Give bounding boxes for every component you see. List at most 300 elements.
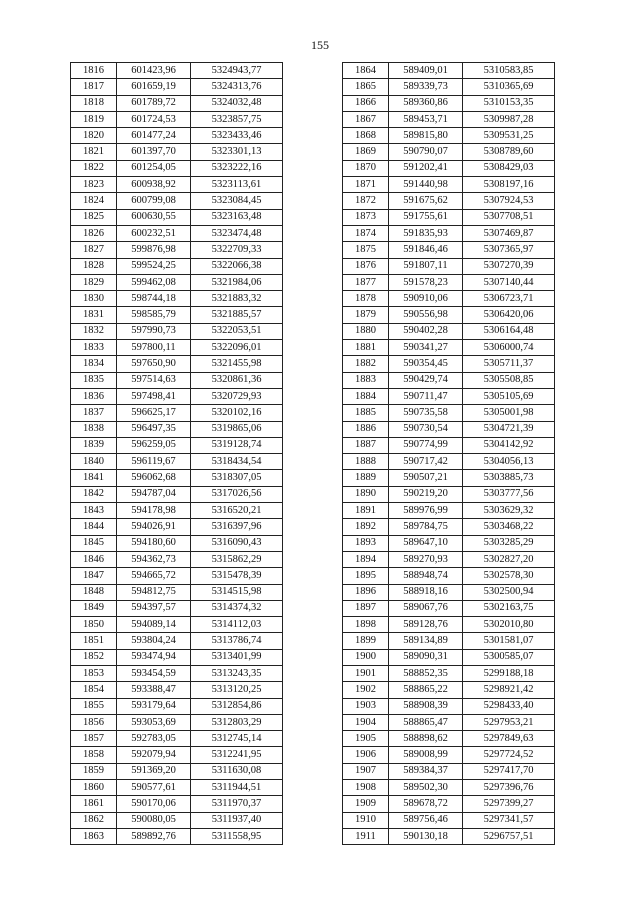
point-number-cell: 1889	[343, 470, 389, 486]
point-number-cell: 1898	[343, 617, 389, 633]
table-row	[71, 111, 283, 127]
point-number-cell: 1882	[343, 356, 389, 372]
point-number-cell: 1871	[343, 177, 389, 193]
point-number-cell: 1858	[71, 747, 117, 763]
table-row	[343, 796, 555, 812]
y-coordinate-cell: 5323433,46	[191, 128, 283, 144]
table-row	[71, 454, 283, 470]
point-number-cell: 1874	[343, 225, 389, 241]
point-number-cell: 1860	[71, 780, 117, 796]
x-coordinate-cell: 589756,46	[389, 812, 463, 828]
table-row	[343, 780, 555, 796]
table-row	[343, 307, 555, 323]
point-number-cell: 1897	[343, 600, 389, 616]
x-coordinate-cell: 601724,53	[117, 111, 191, 127]
point-number-cell: 1856	[71, 714, 117, 730]
y-coordinate-cell: 5297341,57	[463, 812, 555, 828]
x-coordinate-cell: 588908,39	[389, 698, 463, 714]
point-number-cell: 1869	[343, 144, 389, 160]
y-coordinate-cell: 5323301,13	[191, 144, 283, 160]
point-number-cell: 1852	[71, 649, 117, 665]
x-coordinate-cell: 590730,54	[389, 421, 463, 437]
table-row	[343, 63, 555, 79]
table-row	[343, 551, 555, 567]
point-number-cell: 1865	[343, 79, 389, 95]
y-coordinate-cell: 5302163,75	[463, 600, 555, 616]
y-coordinate-cell: 5316090,43	[191, 535, 283, 551]
x-coordinate-cell: 590429,74	[389, 372, 463, 388]
table-row	[71, 780, 283, 796]
table-row	[71, 682, 283, 698]
y-coordinate-cell: 5298433,40	[463, 698, 555, 714]
point-number-cell: 1861	[71, 796, 117, 812]
x-coordinate-cell: 590170,06	[117, 796, 191, 812]
table-row	[343, 144, 555, 160]
y-coordinate-cell: 5323857,75	[191, 111, 283, 127]
y-coordinate-cell: 5312241,95	[191, 747, 283, 763]
y-coordinate-cell: 5310365,69	[463, 79, 555, 95]
point-number-cell: 1899	[343, 633, 389, 649]
x-coordinate-cell: 600232,51	[117, 225, 191, 241]
x-coordinate-cell: 591202,41	[389, 160, 463, 176]
y-coordinate-cell: 5297849,63	[463, 731, 555, 747]
y-coordinate-cell: 5306723,71	[463, 291, 555, 307]
point-number-cell: 1896	[343, 584, 389, 600]
table-row	[71, 551, 283, 567]
point-number-cell: 1818	[71, 95, 117, 111]
point-number-cell: 1841	[71, 470, 117, 486]
table-row	[71, 731, 283, 747]
y-coordinate-cell: 5304056,13	[463, 454, 555, 470]
y-coordinate-cell: 5297724,52	[463, 747, 555, 763]
table-row	[71, 356, 283, 372]
point-number-cell: 1817	[71, 79, 117, 95]
y-coordinate-cell: 5310153,35	[463, 95, 555, 111]
x-coordinate-cell: 590790,07	[389, 144, 463, 160]
x-coordinate-cell: 590774,99	[389, 437, 463, 453]
y-coordinate-cell: 5321984,06	[191, 274, 283, 290]
table-row	[343, 828, 555, 844]
x-coordinate-cell: 591578,23	[389, 274, 463, 290]
x-coordinate-cell: 591835,93	[389, 225, 463, 241]
y-coordinate-cell: 5307708,51	[463, 209, 555, 225]
x-coordinate-cell: 589067,76	[389, 600, 463, 616]
y-coordinate-cell: 5303629,32	[463, 503, 555, 519]
point-number-cell: 1885	[343, 405, 389, 421]
x-coordinate-cell: 591369,20	[117, 763, 191, 779]
y-coordinate-cell: 5321455,98	[191, 356, 283, 372]
point-number-cell: 1816	[71, 63, 117, 79]
y-coordinate-cell: 5323222,16	[191, 160, 283, 176]
point-number-cell: 1900	[343, 649, 389, 665]
x-coordinate-cell: 590717,42	[389, 454, 463, 470]
y-coordinate-cell: 5306420,06	[463, 307, 555, 323]
x-coordinate-cell: 598585,79	[117, 307, 191, 323]
point-number-cell: 1891	[343, 503, 389, 519]
table-row	[343, 340, 555, 356]
table-row	[343, 665, 555, 681]
point-number-cell: 1851	[71, 633, 117, 649]
y-coordinate-cell: 5320102,16	[191, 405, 283, 421]
point-number-cell: 1908	[343, 780, 389, 796]
table-row	[71, 258, 283, 274]
table-row	[343, 209, 555, 225]
y-coordinate-cell: 5307140,44	[463, 274, 555, 290]
table-row	[343, 486, 555, 502]
y-coordinate-cell: 5307270,39	[463, 258, 555, 274]
table-row	[71, 388, 283, 404]
coordinates-table-left-body	[71, 63, 283, 845]
y-coordinate-cell: 5324943,77	[191, 63, 283, 79]
x-coordinate-cell: 597990,73	[117, 323, 191, 339]
x-coordinate-cell: 588948,74	[389, 568, 463, 584]
point-number-cell: 1895	[343, 568, 389, 584]
point-number-cell: 1911	[343, 828, 389, 844]
table-row	[71, 796, 283, 812]
x-coordinate-cell: 589134,89	[389, 633, 463, 649]
point-number-cell: 1904	[343, 714, 389, 730]
x-coordinate-cell: 596497,35	[117, 421, 191, 437]
y-coordinate-cell: 5317026,56	[191, 486, 283, 502]
y-coordinate-cell: 5314515,98	[191, 584, 283, 600]
y-coordinate-cell: 5297399,27	[463, 796, 555, 812]
x-coordinate-cell: 597514,63	[117, 372, 191, 388]
y-coordinate-cell: 5316397,96	[191, 519, 283, 535]
y-coordinate-cell: 5309531,25	[463, 128, 555, 144]
point-number-cell: 1839	[71, 437, 117, 453]
table-row	[71, 600, 283, 616]
point-number-cell: 1844	[71, 519, 117, 535]
table-row	[343, 649, 555, 665]
x-coordinate-cell: 590080,05	[117, 812, 191, 828]
point-number-cell: 1842	[71, 486, 117, 502]
y-coordinate-cell: 5308197,16	[463, 177, 555, 193]
y-coordinate-cell: 5303468,22	[463, 519, 555, 535]
y-coordinate-cell: 5312854,86	[191, 698, 283, 714]
table-row	[71, 340, 283, 356]
point-number-cell: 1878	[343, 291, 389, 307]
y-coordinate-cell: 5307365,97	[463, 242, 555, 258]
table-row	[343, 600, 555, 616]
table-row	[71, 698, 283, 714]
table-row	[71, 812, 283, 828]
point-number-cell: 1826	[71, 225, 117, 241]
y-coordinate-cell: 5308789,60	[463, 144, 555, 160]
table-row	[71, 437, 283, 453]
x-coordinate-cell: 593388,47	[117, 682, 191, 698]
point-number-cell: 1870	[343, 160, 389, 176]
x-coordinate-cell: 588865,22	[389, 682, 463, 698]
table-row	[343, 356, 555, 372]
x-coordinate-cell: 589647,10	[389, 535, 463, 551]
coordinates-table-left	[70, 62, 283, 845]
coordinates-table-right	[342, 62, 555, 845]
table-row	[71, 307, 283, 323]
y-coordinate-cell: 5309987,28	[463, 111, 555, 127]
x-coordinate-cell: 594665,72	[117, 568, 191, 584]
x-coordinate-cell: 597800,11	[117, 340, 191, 356]
table-row	[343, 714, 555, 730]
table-row	[71, 323, 283, 339]
x-coordinate-cell: 594397,57	[117, 600, 191, 616]
y-coordinate-cell: 5318434,54	[191, 454, 283, 470]
point-number-cell: 1855	[71, 698, 117, 714]
x-coordinate-cell: 594787,04	[117, 486, 191, 502]
x-coordinate-cell: 601397,70	[117, 144, 191, 160]
x-coordinate-cell: 589128,76	[389, 617, 463, 633]
table-row	[343, 160, 555, 176]
x-coordinate-cell: 589976,99	[389, 503, 463, 519]
table-row	[343, 388, 555, 404]
y-coordinate-cell: 5315478,39	[191, 568, 283, 584]
point-number-cell: 1877	[343, 274, 389, 290]
point-number-cell: 1823	[71, 177, 117, 193]
point-number-cell: 1905	[343, 731, 389, 747]
table-row	[71, 372, 283, 388]
x-coordinate-cell: 600630,55	[117, 209, 191, 225]
x-coordinate-cell: 590711,47	[389, 388, 463, 404]
y-coordinate-cell: 5299188,18	[463, 665, 555, 681]
table-row	[71, 160, 283, 176]
x-coordinate-cell: 594362,73	[117, 551, 191, 567]
y-coordinate-cell: 5313401,99	[191, 649, 283, 665]
point-number-cell: 1820	[71, 128, 117, 144]
table-row	[343, 763, 555, 779]
point-number-cell: 1873	[343, 209, 389, 225]
table-row	[343, 258, 555, 274]
table-row	[343, 323, 555, 339]
y-coordinate-cell: 5307469,87	[463, 225, 555, 241]
x-coordinate-cell: 599876,98	[117, 242, 191, 258]
y-coordinate-cell: 5307924,53	[463, 193, 555, 209]
x-coordinate-cell: 596625,17	[117, 405, 191, 421]
y-coordinate-cell: 5313786,74	[191, 633, 283, 649]
point-number-cell: 1837	[71, 405, 117, 421]
point-number-cell: 1819	[71, 111, 117, 127]
y-coordinate-cell: 5302827,20	[463, 551, 555, 567]
table-row	[71, 242, 283, 258]
x-coordinate-cell: 596119,67	[117, 454, 191, 470]
x-coordinate-cell: 590735,58	[389, 405, 463, 421]
point-number-cell: 1880	[343, 323, 389, 339]
point-number-cell: 1892	[343, 519, 389, 535]
y-coordinate-cell: 5322096,01	[191, 340, 283, 356]
y-coordinate-cell: 5323474,48	[191, 225, 283, 241]
y-coordinate-cell: 5303777,56	[463, 486, 555, 502]
y-coordinate-cell: 5312803,29	[191, 714, 283, 730]
table-row	[343, 111, 555, 127]
table-row	[343, 95, 555, 111]
point-number-cell: 1862	[71, 812, 117, 828]
x-coordinate-cell: 591807,11	[389, 258, 463, 274]
point-number-cell: 1850	[71, 617, 117, 633]
x-coordinate-cell: 589453,71	[389, 111, 463, 127]
y-coordinate-cell: 5302578,30	[463, 568, 555, 584]
x-coordinate-cell: 594178,98	[117, 503, 191, 519]
x-coordinate-cell: 591675,62	[389, 193, 463, 209]
point-number-cell: 1824	[71, 193, 117, 209]
point-number-cell: 1879	[343, 307, 389, 323]
table-row	[343, 79, 555, 95]
x-coordinate-cell: 589090,31	[389, 649, 463, 665]
x-coordinate-cell: 589409,01	[389, 63, 463, 79]
x-coordinate-cell: 596062,68	[117, 470, 191, 486]
point-number-cell: 1845	[71, 535, 117, 551]
point-number-cell: 1849	[71, 600, 117, 616]
y-coordinate-cell: 5310583,85	[463, 63, 555, 79]
x-coordinate-cell: 589784,75	[389, 519, 463, 535]
x-coordinate-cell: 593804,24	[117, 633, 191, 649]
point-number-cell: 1893	[343, 535, 389, 551]
table-row	[71, 405, 283, 421]
x-coordinate-cell: 601789,72	[117, 95, 191, 111]
y-coordinate-cell: 5314374,32	[191, 600, 283, 616]
table-row	[343, 225, 555, 241]
x-coordinate-cell: 597498,41	[117, 388, 191, 404]
x-coordinate-cell: 588865,47	[389, 714, 463, 730]
point-number-cell: 1848	[71, 584, 117, 600]
x-coordinate-cell: 591440,98	[389, 177, 463, 193]
table-row	[71, 225, 283, 241]
x-coordinate-cell: 598744,18	[117, 291, 191, 307]
x-coordinate-cell: 599462,08	[117, 274, 191, 290]
point-number-cell: 1863	[71, 828, 117, 844]
x-coordinate-cell: 594089,14	[117, 617, 191, 633]
x-coordinate-cell: 601477,24	[117, 128, 191, 144]
table-row	[343, 633, 555, 649]
x-coordinate-cell: 599524,25	[117, 258, 191, 274]
table-row	[343, 177, 555, 193]
point-number-cell: 1868	[343, 128, 389, 144]
y-coordinate-cell: 5297953,21	[463, 714, 555, 730]
point-number-cell: 1894	[343, 551, 389, 567]
y-coordinate-cell: 5313120,25	[191, 682, 283, 698]
y-coordinate-cell: 5305001,98	[463, 405, 555, 421]
table-row	[71, 95, 283, 111]
point-number-cell: 1847	[71, 568, 117, 584]
point-number-cell: 1881	[343, 340, 389, 356]
table-row	[71, 535, 283, 551]
table-row	[71, 177, 283, 193]
coordinates-table-right-body	[343, 63, 555, 845]
table-row	[71, 828, 283, 844]
x-coordinate-cell: 589502,30	[389, 780, 463, 796]
x-coordinate-cell: 597650,90	[117, 356, 191, 372]
point-number-cell: 1883	[343, 372, 389, 388]
y-coordinate-cell: 5306164,48	[463, 323, 555, 339]
point-number-cell: 1906	[343, 747, 389, 763]
y-coordinate-cell: 5304142,92	[463, 437, 555, 453]
table-row	[343, 568, 555, 584]
point-number-cell: 1822	[71, 160, 117, 176]
x-coordinate-cell: 588918,16	[389, 584, 463, 600]
y-coordinate-cell: 5321883,32	[191, 291, 283, 307]
point-number-cell: 1833	[71, 340, 117, 356]
x-coordinate-cell: 589384,37	[389, 763, 463, 779]
y-coordinate-cell: 5303885,73	[463, 470, 555, 486]
y-coordinate-cell: 5322053,51	[191, 323, 283, 339]
y-coordinate-cell: 5311558,95	[191, 828, 283, 844]
table-row	[343, 372, 555, 388]
point-number-cell: 1867	[343, 111, 389, 127]
y-coordinate-cell: 5311630,08	[191, 763, 283, 779]
table-row	[71, 568, 283, 584]
table-row	[71, 486, 283, 502]
table-row	[343, 535, 555, 551]
y-coordinate-cell: 5324032,48	[191, 95, 283, 111]
point-number-cell: 1887	[343, 437, 389, 453]
x-coordinate-cell: 593454,59	[117, 665, 191, 681]
x-coordinate-cell: 589008,99	[389, 747, 463, 763]
point-number-cell: 1859	[71, 763, 117, 779]
table-row	[71, 209, 283, 225]
table-row	[343, 193, 555, 209]
point-number-cell: 1903	[343, 698, 389, 714]
x-coordinate-cell: 590219,20	[389, 486, 463, 502]
point-number-cell: 1821	[71, 144, 117, 160]
x-coordinate-cell: 590577,61	[117, 780, 191, 796]
table-row	[343, 421, 555, 437]
point-number-cell: 1830	[71, 291, 117, 307]
y-coordinate-cell: 5305711,37	[463, 356, 555, 372]
x-coordinate-cell: 592783,05	[117, 731, 191, 747]
table-row	[71, 519, 283, 535]
y-coordinate-cell: 5319128,74	[191, 437, 283, 453]
y-coordinate-cell: 5313243,35	[191, 665, 283, 681]
table-row	[343, 405, 555, 421]
x-coordinate-cell: 591755,61	[389, 209, 463, 225]
point-number-cell: 1846	[71, 551, 117, 567]
table-row	[71, 144, 283, 160]
y-coordinate-cell: 5300585,07	[463, 649, 555, 665]
x-coordinate-cell: 601423,96	[117, 63, 191, 79]
table-row	[71, 274, 283, 290]
x-coordinate-cell: 594812,75	[117, 584, 191, 600]
y-coordinate-cell: 5304721,39	[463, 421, 555, 437]
table-row	[71, 649, 283, 665]
table-row	[71, 503, 283, 519]
table-row	[343, 454, 555, 470]
table-row	[71, 421, 283, 437]
point-number-cell: 1825	[71, 209, 117, 225]
x-coordinate-cell: 594180,60	[117, 535, 191, 551]
y-coordinate-cell: 5302010,80	[463, 617, 555, 633]
table-row	[71, 128, 283, 144]
x-coordinate-cell: 600938,92	[117, 177, 191, 193]
y-coordinate-cell: 5303285,29	[463, 535, 555, 551]
y-coordinate-cell: 5320861,36	[191, 372, 283, 388]
point-number-cell: 1828	[71, 258, 117, 274]
point-number-cell: 1829	[71, 274, 117, 290]
y-coordinate-cell: 5323084,45	[191, 193, 283, 209]
table-row	[71, 747, 283, 763]
table-row	[343, 812, 555, 828]
point-number-cell: 1857	[71, 731, 117, 747]
x-coordinate-cell: 590130,18	[389, 828, 463, 844]
point-number-cell: 1866	[343, 95, 389, 111]
y-coordinate-cell: 5308429,03	[463, 160, 555, 176]
y-coordinate-cell: 5316520,21	[191, 503, 283, 519]
point-number-cell: 1838	[71, 421, 117, 437]
x-coordinate-cell: 594026,91	[117, 519, 191, 535]
table-row	[71, 291, 283, 307]
y-coordinate-cell: 5297396,76	[463, 780, 555, 796]
point-number-cell: 1875	[343, 242, 389, 258]
point-number-cell: 1835	[71, 372, 117, 388]
table-row	[71, 193, 283, 209]
y-coordinate-cell: 5321885,57	[191, 307, 283, 323]
y-coordinate-cell: 5305508,85	[463, 372, 555, 388]
